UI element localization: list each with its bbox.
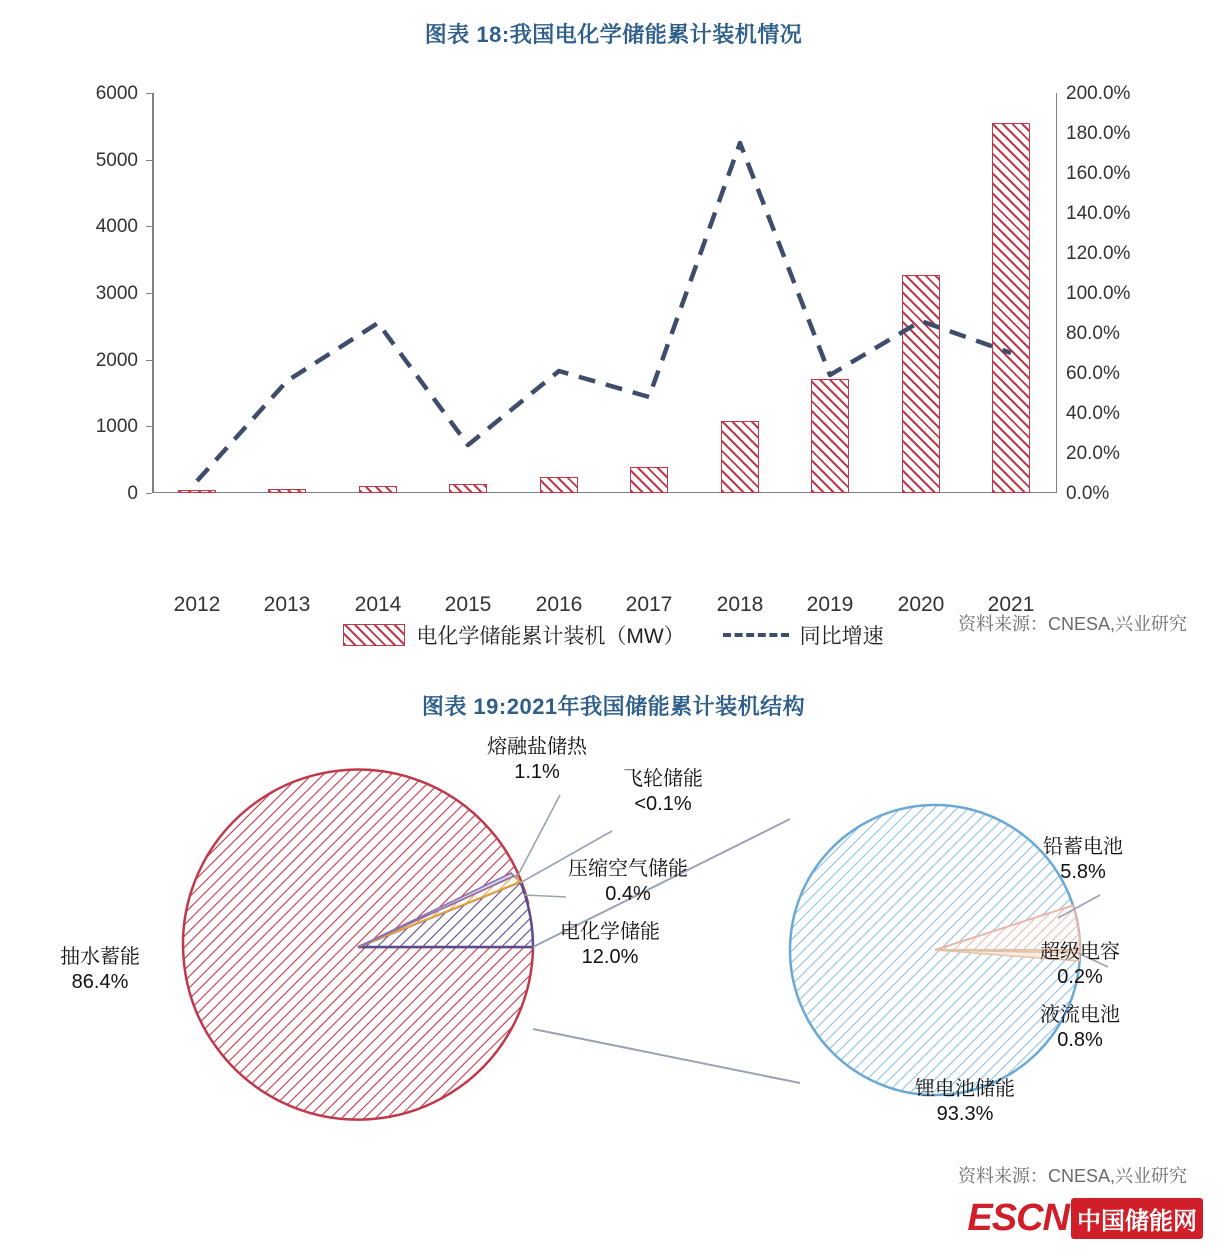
figure18-chart <box>0 75 1227 648</box>
label-flow-battery <box>1040 1003 1120 1053</box>
label-supercapacitor-value: 0.2% <box>1057 966 1103 988</box>
label-flywheel <box>623 767 703 817</box>
legend-line-swatch <box>723 633 789 637</box>
ytick-right-160: 160.0% <box>1066 163 1131 184</box>
ytick-right-140: 140.0% <box>1066 203 1131 224</box>
label-flow-battery-value: 0.8% <box>1057 1029 1103 1051</box>
label-lithium <box>915 1077 1015 1127</box>
ytick-right-20: 20.0% <box>1066 443 1120 464</box>
xlabel-2016: 2016 <box>535 593 583 616</box>
label-compressed-air <box>568 857 688 907</box>
legend-item-bar <box>343 620 684 650</box>
label-compressed-air-name: 压缩空气储能 <box>568 858 688 880</box>
xlabel-2021: 2021 <box>987 593 1035 616</box>
label-flywheel-value: <0.1% <box>634 793 692 815</box>
xlabel-2015: 2015 <box>444 593 492 616</box>
xlabel-2014: 2014 <box>354 593 402 616</box>
label-lead-acid-name: 铅蓄电池 <box>1043 836 1123 858</box>
figure18-title: 图表 18:我国电化学储能累计装机情况 <box>424 22 803 47</box>
xlabel-2018: 2018 <box>716 593 764 616</box>
ytick-right-200: 200.0% <box>1066 83 1131 104</box>
xlabel-2012: 2012 <box>173 593 221 616</box>
legend-bar-swatch <box>343 624 405 646</box>
ytick-left-4000: 4000 <box>95 216 138 237</box>
ytick-left-3000: 3000 <box>95 283 138 304</box>
label-supercapacitor-name: 超级电容 <box>1040 941 1120 963</box>
ytick-right-80: 80.0% <box>1066 323 1120 344</box>
explode-line-bottom <box>533 1029 800 1083</box>
label-molten-salt <box>487 735 587 785</box>
xlabel-2020: 2020 <box>897 593 945 616</box>
figure19-chart <box>0 735 1227 1165</box>
label-electrochemical <box>560 920 660 970</box>
tick-left-0 <box>146 493 152 494</box>
label-electrochemical-name: 电化学储能 <box>560 921 660 943</box>
label-compressed-air-value: 0.4% <box>605 883 651 905</box>
legend-line-label: 同比增速 <box>799 625 884 648</box>
ytick-right-120: 120.0% <box>1066 243 1131 264</box>
ytick-right-0: 0.0% <box>1066 483 1110 504</box>
label-flow-battery-name: 液流电池 <box>1040 1004 1120 1026</box>
ytick-right-40: 40.0% <box>1066 403 1120 424</box>
label-pumped-hydro-value: 86.4% <box>71 971 129 993</box>
xlabel-2017: 2017 <box>625 593 673 616</box>
label-electrochemical-value: 12.0% <box>581 946 639 968</box>
ytick-left-2000: 2000 <box>95 350 138 371</box>
label-flywheel-name: 飞轮储能 <box>623 768 703 790</box>
ytick-right-60: 60.0% <box>1066 363 1120 384</box>
ytick-right-100: 100.0% <box>1066 283 1131 304</box>
xlabel-2019: 2019 <box>806 593 854 616</box>
xlabel-2013: 2013 <box>263 593 311 616</box>
watermark-suffix: 中国储能网 <box>1071 1198 1203 1239</box>
growth-rate-line <box>152 93 1057 493</box>
ytick-right-180: 180.0% <box>1066 123 1131 144</box>
ytick-left-6000: 6000 <box>95 83 138 104</box>
figure18-plot-area <box>95 83 1131 616</box>
ytick-left-0: 0 <box>127 483 138 504</box>
figure19-title: 图表 19:2021年我国储能累计装机结构 <box>421 694 806 719</box>
label-molten-salt-name: 熔融盐储热 <box>487 736 587 758</box>
label-lithium-value: 93.3% <box>936 1103 994 1125</box>
legend-item-line <box>723 620 884 650</box>
legend-bar-label: 电化学储能累计装机（MW） <box>416 625 685 648</box>
label-supercapacitor <box>1040 940 1120 990</box>
ytick-left-5000: 5000 <box>95 150 138 171</box>
label-pumped-hydro <box>60 945 140 995</box>
label-lithium-name: 锂电池储能 <box>915 1078 1015 1100</box>
figure18-source: 资料来源：CNESA,兴业研究 <box>957 614 1187 634</box>
figure19-source: 资料来源：CNESA,兴业研究 <box>957 1166 1187 1186</box>
label-lead-acid-value: 5.8% <box>1060 861 1106 883</box>
leader-compressed-air <box>524 895 566 897</box>
label-pumped-hydro-name: 抽水蓄能 <box>60 946 140 968</box>
label-molten-salt-value: 1.1% <box>514 761 560 783</box>
label-lead-acid <box>1043 835 1123 885</box>
watermark <box>967 1197 1203 1240</box>
ytick-left-1000: 1000 <box>95 416 138 437</box>
leader-molten-salt <box>516 795 560 879</box>
watermark-brand: ESCN <box>967 1197 1069 1239</box>
